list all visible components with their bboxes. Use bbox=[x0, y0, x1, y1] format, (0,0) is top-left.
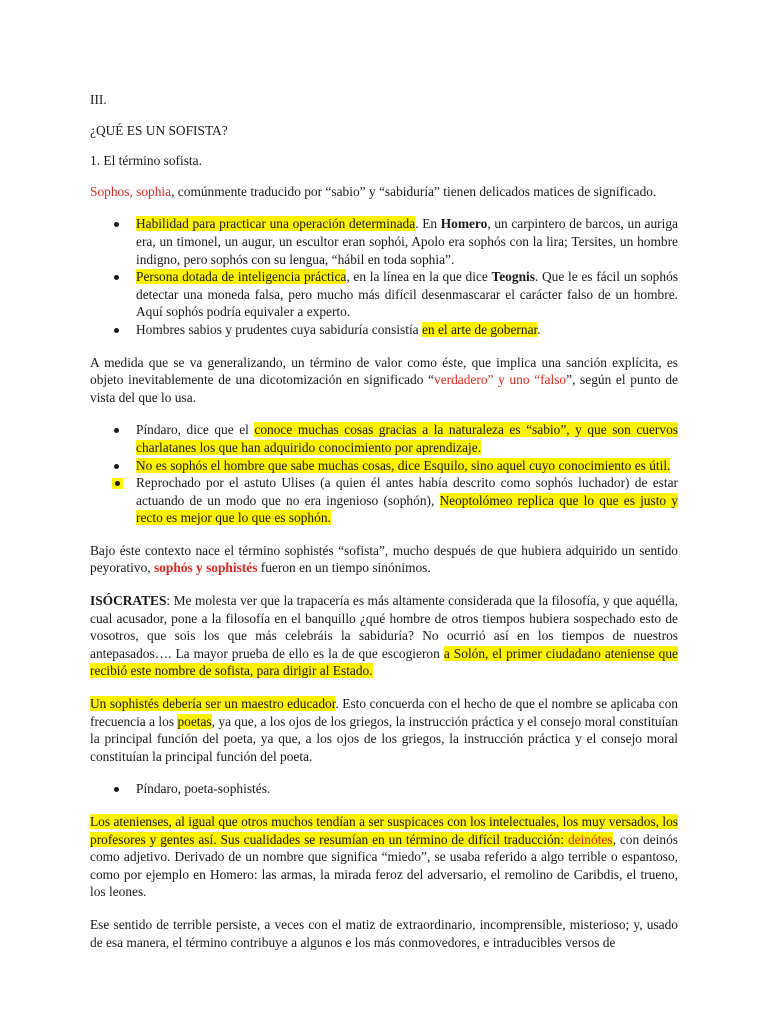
highlighted-text: Neoptolómeo replica que lo que es justo y recto es mejor que lo que es sophón. bbox=[136, 492, 678, 526]
highlighted-text: poetas bbox=[177, 713, 212, 729]
list-item bbox=[90, 457, 678, 475]
item-text: Píndaro, poeta-sophistés. bbox=[136, 781, 271, 797]
paragraph-text: Bajo éste contexto nace el término sophistés “sofista”, mucho después de que hubiera adquirido un sentido peyorativo, bbox=[90, 542, 678, 576]
paragraph-text: ”, según el punto de vista del que lo usa. bbox=[90, 372, 678, 405]
highlighted-text: a Solón, el primer ciudadano ateniense que recibió este nombre de sofista, para dirigir al Estado. bbox=[90, 645, 678, 679]
document-body bbox=[90, 91, 678, 951]
bullet-icon bbox=[114, 222, 119, 227]
paragraph-text: Ese sentido de terrible persiste, a veces con el matiz de extraordinario, incomprensible, misterioso; y, usado de esa manera, el término contribuye a algunos e los más conmovedores, e intraducibles versos de bbox=[90, 916, 678, 950]
item-text: , un carpintero de barcos, un auriga era, un timonel, un augur, un escultor eran sophói, Apolo era sophós con la lira; Tersites, un hombre indigno, pero sophós con su lengua, “hábil en toda sophia”. bbox=[136, 216, 678, 267]
paragraph-isocrates bbox=[90, 592, 678, 680]
bullet-icon bbox=[114, 275, 119, 280]
list-item bbox=[90, 321, 678, 339]
paragraph-text: . Esto concuerda con el hecho de que el nombre se aplicaba con frecuencia a los bbox=[90, 696, 678, 729]
highlighted-text: Habilidad para practicar una operación determinada bbox=[136, 216, 416, 232]
highlighted-text: en el arte de gobernar bbox=[421, 321, 538, 337]
paragraph-text: , ya que, a los ojos de los griegos, la instrucción práctica y el consejo moral constituían la principal función del poeta, ya que, a los ojos de los griegos, la instrucción práctica y el consejo moral constituían la principal función del poeta. bbox=[90, 713, 678, 764]
heading-roman: III. bbox=[90, 92, 107, 107]
intro-paragraph bbox=[90, 183, 678, 201]
intro-red-terms: Sophos, sophia bbox=[90, 183, 172, 199]
red-bold-text: sophós y sophistés bbox=[153, 560, 258, 576]
bullet-list-pindaro bbox=[90, 780, 678, 798]
item-text: Hombres sabios y prudentes cuya sabiduría consistía bbox=[136, 321, 422, 337]
bullet-icon bbox=[114, 328, 119, 333]
bullet-list-sophia bbox=[90, 421, 678, 527]
paragraph-text: , con deinós como adjetivo. Derivado de un nombre que significa “miedo”, se usaba referido a algo terrible o espantoso, como por ejemplo en Homero: las armas, la mirada feroz del adversario, el remolino de Caribdis, el trueno, los leones. bbox=[90, 831, 678, 900]
paragraph-text: A medida que se va generalizando, un término de valor como éste, que implica una sanción explícita, es objeto inevitablemente de una dicotomización en significado “ bbox=[90, 354, 678, 388]
item-text: . En bbox=[415, 216, 441, 232]
list-item bbox=[90, 268, 678, 321]
bullet-icon bbox=[114, 787, 119, 792]
heading-question: ¿QUÉ ES UN SOFISTA? bbox=[90, 122, 228, 138]
bullet-icon bbox=[114, 428, 119, 433]
paragraph-text: : Me molesta ver que la trapacería es más altamente considerada que la filosofía, y que aquélla, cual acusador, pone a la filosofía en el banquillo ¿qué hombre de otros tiempos hubiera sospechado esto de vosotros, que sois los que más celebráis la sabiduría? No ocurrió así en los tiempos de nuestros antepasados…. La mayor prueba de ello es la de que escogieron bbox=[90, 593, 678, 661]
list-item bbox=[90, 780, 678, 798]
paragraph-bajo bbox=[90, 542, 678, 577]
bullet-icon bbox=[114, 464, 119, 469]
highlighted-text: conoce muchas cosas gracias a la naturaleza es “sabio”, y que son cuervos charlatanes los que han adquirido conocimiento por aprendizaje. bbox=[136, 422, 678, 455]
item-text: Reprochado por el astuto Ulises (a quien él antes había descrito como sophós luchador) de estar actuando de un modo que no era ingenioso (sophón), bbox=[136, 475, 678, 508]
paragraph-sophistes bbox=[90, 695, 678, 765]
list-item bbox=[90, 474, 678, 527]
bold-term: Teognis bbox=[491, 269, 535, 285]
highlighted-text: Un sophistés debería ser un maestro educador bbox=[90, 696, 336, 712]
paragraph-text: fueron en un tiempo sinónimos. bbox=[257, 560, 431, 576]
bold-term: Homero bbox=[440, 216, 488, 232]
highlighted-text: Persona dotada de inteligencia práctica bbox=[136, 269, 347, 285]
paragraph-sentido bbox=[90, 916, 678, 951]
item-text: . Que le es fácil un sophós detectar una moneda falsa, pero mucho más difícil desenmascarar el carácter falso de un hombre. Aquí sophós podría equivaler a experto. bbox=[136, 269, 678, 320]
highlighted-text: No es sophós el hombre que sabe muchas cosas, dice Esquilo, sino aquel cuyo conocimiento es útil. bbox=[136, 457, 671, 473]
heading-section: 1. El término sofista. bbox=[90, 153, 202, 169]
red-text: verdadero” y uno “falso bbox=[434, 372, 567, 388]
bullet-icon bbox=[112, 478, 123, 489]
bullet-list-sophos bbox=[90, 215, 678, 338]
list-item bbox=[90, 215, 678, 268]
highlighted-text: Los atenienses, al igual que otros muchos tendían a ser suspicaces con los intelectuales, los muy versados, los profesores y gentes así. Sus cualidades se resumían en un término de difícil traducción: bbox=[90, 814, 678, 847]
intro-text: , comúnmente traducido por “sabio” y “sabiduría” tienen delicados matices de significado. bbox=[171, 183, 657, 199]
paragraph-medida bbox=[90, 354, 678, 407]
paragraph-atenienses bbox=[90, 813, 678, 901]
item-text: , en la línea en la que dice bbox=[346, 269, 492, 285]
item-text: . bbox=[537, 321, 541, 337]
item-text: Píndaro, dice que el bbox=[136, 422, 255, 438]
red-highlighted-term: deinótes bbox=[567, 831, 613, 847]
bold-term: ISÓCRATES bbox=[90, 593, 167, 609]
list-item bbox=[90, 421, 678, 456]
